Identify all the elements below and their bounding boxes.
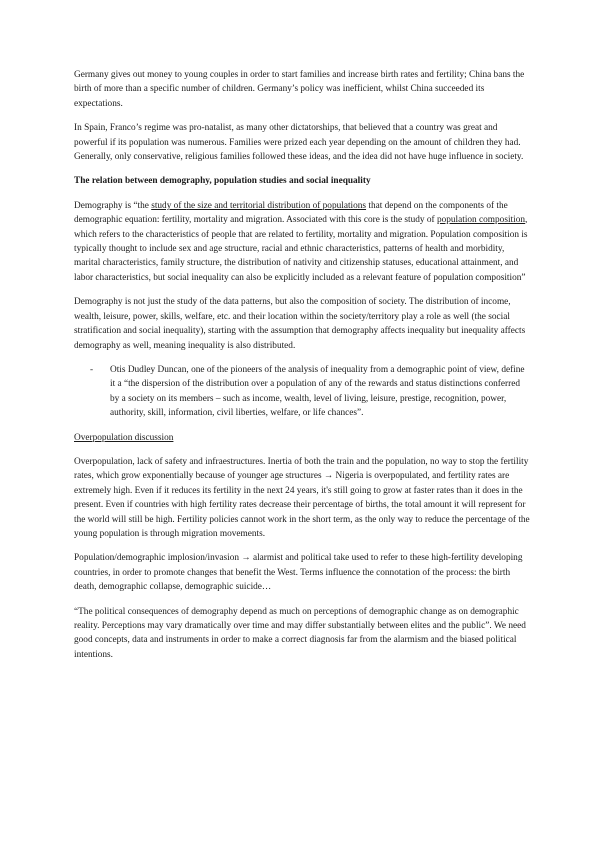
paragraph-overpopulation: Overpopulation, lack of safety and infraestructures. Inertia of both the train and the population, no way to stop the fertility rates, which grow exponentially because of younger age structures → Nigeria is overpopulated, and fertility rates are extremely high. Even if it reduces its fertility in the next 24 years, it's still going to grow at faster rates than it does in the present. Even if countries with high fertility rates decrease their percentage of births, the total amount it will represent for the world will still be high. Fertility policies cannot work in the short term, as the only way to reduce the percentage of the young population is through migration movements. bbox=[74, 456, 530, 539]
paragraph-implosion-invasion: Population/demographic implosion/invasion → alarmist and political take used to refer to these high-fertility developing countries, in order to promote changes that benefit the West. Terms influence the connotation of the process: the birth death, demographic collapse, demographic suicide… bbox=[74, 553, 523, 593]
paragraph-political-consequences: “The political consequences of demography depend as much on perceptions of demographic change as on demographic reality. Perceptions may vary dramatically over time and may differ substantially between elites and the public”. We need good concepts, data and instruments in order to make a correct diagnosis far from the alarmism and the biased political intentions. bbox=[74, 606, 526, 660]
definition-text-c: , which refers to the characteristics of people that are related to fertility, mortality and migration. Population composition is typically thought to include sex and age structure, racial and ethnic characteristics, patterns of health and morbidity, marital characteristics, family structure, the distribution of nativity and citizenship statuses, educational attainment, and labor characteristics, but social inequality can also be explicitly included as a relevant feature of population composition” bbox=[74, 215, 528, 283]
paragraph-spain-franco: In Spain, Franco’s regime was pro-natalist, as many other dictatorships, that believed that a country was great and powerful if its population was numerous. Families were prized each year depending on the amount of children they had. Generally, only conservative, religious families followed these ideas, and the idea did not have huge influence in society. bbox=[74, 123, 524, 163]
bullet-item bbox=[74, 363, 530, 421]
definition-underlined-2: population composition bbox=[436, 215, 525, 226]
bullet-mark: - bbox=[90, 364, 94, 375]
section-heading: The relation between demography, population studies and social inequality bbox=[74, 176, 371, 187]
paragraph-demography-definition bbox=[74, 199, 530, 285]
bullet-text-duncan: Otis Dudley Duncan, one of the pioneers of the analysis of inequality from a demographic point of view, define it a “the dispersion of the distribution over a population of any of the rewards and status distinctions conferred by a society on its members – such as income, wealth, level of living, leisure, prestige, recognition, power, authority, skill, information, civil liberties, welfare, or life chances”. bbox=[110, 364, 525, 419]
paragraph-germany-china: Germany gives out money to young couples in order to start families and increase birth rates and fertility; China bans the birth of more than a specific number of children. Germany’s policy was inefficient, whilst China succeeded its expectations. bbox=[74, 70, 525, 109]
definition-text-b: that depend on the components of the demographic equation: fertility, mortality and migration. Associated with this core is the study of bbox=[74, 200, 508, 226]
definition-text-a: Demography is “the bbox=[74, 200, 152, 211]
paragraph-composition-of-society: Demography is not just the study of the data patterns, but also the composition of society. The distribution of income, wealth, leisure, power, skills, welfare, etc. and their location within the society/territory play a role as well (the social stratification and social inequality), starting with the assumption that demography affects inequality but inequality affects demography as well, meaning inequality is also distributed. bbox=[74, 297, 526, 351]
subheading-overpopulation: Overpopulation discussion bbox=[74, 432, 174, 443]
definition-underlined-1: study of the size and territorial distribution of populations bbox=[151, 200, 367, 211]
